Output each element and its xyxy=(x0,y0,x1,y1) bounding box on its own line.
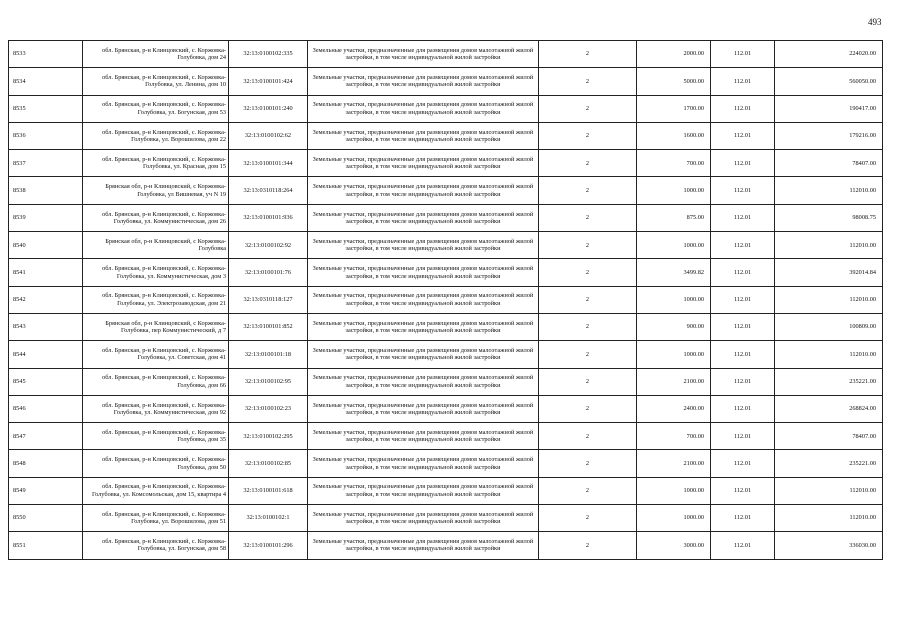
cell-record-number: 8539 xyxy=(9,204,83,231)
cell-record-number: 8541 xyxy=(9,259,83,286)
cell-land-use: Земельные участки, предназначенные для размещения домов малоэтажной жилой застройки, в том числе индивидуальной жилой застройки xyxy=(308,368,539,395)
cell-land-use: Земельные участки, предназначенные для размещения домов малоэтажной жилой застройки, в том числе индивидуальной жилой застройки xyxy=(308,313,539,340)
cell-category: 2 xyxy=(539,41,637,68)
cell-land-use: Земельные участки, предназначенные для размещения домов малоэтажной жилой застройки, в том числе индивидуальной жилой застройки xyxy=(308,395,539,422)
cell-cadastral-value: 112010.00 xyxy=(775,177,883,204)
cell-record-number: 8533 xyxy=(9,41,83,68)
cell-record-number: 8542 xyxy=(9,286,83,313)
cell-cadastral-value: 112010.00 xyxy=(775,477,883,504)
table-row xyxy=(9,450,883,477)
cell-category: 2 xyxy=(539,232,637,259)
cell-specific-value: 112.01 xyxy=(711,395,775,422)
cell-record-number: 8536 xyxy=(9,122,83,149)
cell-area: 1700.00 xyxy=(637,95,711,122)
cell-specific-value: 112.01 xyxy=(711,232,775,259)
cell-specific-value: 112.01 xyxy=(711,95,775,122)
cell-area: 1600.00 xyxy=(637,122,711,149)
cell-record-number: 8537 xyxy=(9,150,83,177)
table-row xyxy=(9,95,883,122)
cell-record-number: 8540 xyxy=(9,232,83,259)
cell-specific-value: 112.01 xyxy=(711,313,775,340)
cell-land-use: Земельные участки, предназначенные для размещения домов малоэтажной жилой застройки, в том числе индивидуальной жилой застройки xyxy=(308,150,539,177)
cell-record-number: 8534 xyxy=(9,68,83,95)
table-row xyxy=(9,395,883,422)
cell-specific-value: 112.01 xyxy=(711,204,775,231)
cell-cadastral-value: 235221.00 xyxy=(775,368,883,395)
cell-address: обл. Брянская, р-н Клинцовский, с. Коржовка-Голубовка, ул. Советская, дом 41 xyxy=(83,341,229,368)
cell-area: 1000.00 xyxy=(637,477,711,504)
cell-cadastral-value: 268824.00 xyxy=(775,395,883,422)
cell-area: 900.00 xyxy=(637,313,711,340)
table-row xyxy=(9,313,883,340)
cadastral-value-table xyxy=(8,40,883,560)
cell-category: 2 xyxy=(539,122,637,149)
cell-address: обл. Брянская, р-н Клинцовский, с. Коржовка-Голубовка, ул. Ворошилова, дом 22 xyxy=(83,122,229,149)
cell-category: 2 xyxy=(539,68,637,95)
cell-record-number: 8547 xyxy=(9,423,83,450)
cell-specific-value: 112.01 xyxy=(711,423,775,450)
cell-address: обл. Брянская, р-н Клинцовский, с. Коржовка-Голубовка, ул. Коммунистическая, дом 26 xyxy=(83,204,229,231)
cell-cadastral-number: 32:13:0100101:852 xyxy=(229,313,308,340)
table-row xyxy=(9,341,883,368)
cell-record-number: 8545 xyxy=(9,368,83,395)
cell-address: Брянская обл, р-н Клинцовский, с Коржовка-Голубовка, пер Коммунистический, д 7 xyxy=(83,313,229,340)
cell-land-use: Земельные участки, предназначенные для размещения домов малоэтажной жилой застройки, в том числе индивидуальной жилой застройки xyxy=(308,477,539,504)
cell-area: 2100.00 xyxy=(637,450,711,477)
cell-address: обл. Брянская, р-н Клинцовский, с. Коржовка-Голубовка, дом 24 xyxy=(83,41,229,68)
cell-cadastral-number: 32:13:0100101:76 xyxy=(229,259,308,286)
cell-cadastral-number: 32:13:0100102:85 xyxy=(229,450,308,477)
cell-address: Брянская обл, р-н Клинцовский, с Коржовка-Голубовка xyxy=(83,232,229,259)
cell-cadastral-number: 32:13:0100101:296 xyxy=(229,532,308,559)
cell-category: 2 xyxy=(539,177,637,204)
cell-cadastral-value: 78407.00 xyxy=(775,150,883,177)
cell-record-number: 8546 xyxy=(9,395,83,422)
cell-cadastral-value: 392014.84 xyxy=(775,259,883,286)
cell-specific-value: 112.01 xyxy=(711,68,775,95)
table-row xyxy=(9,68,883,95)
cell-cadastral-number: 32:13:0310118:264 xyxy=(229,177,308,204)
cell-category: 2 xyxy=(539,395,637,422)
cell-record-number: 8544 xyxy=(9,341,83,368)
table-row xyxy=(9,286,883,313)
cell-specific-value: 112.01 xyxy=(711,150,775,177)
cell-land-use: Земельные участки, предназначенные для размещения домов малоэтажной жилой застройки, в том числе индивидуальной жилой застройки xyxy=(308,286,539,313)
cell-cadastral-value: 224020.00 xyxy=(775,41,883,68)
cell-land-use: Земельные участки, предназначенные для размещения домов малоэтажной жилой застройки, в том числе индивидуальной жилой застройки xyxy=(308,204,539,231)
cell-address: обл. Брянская, р-н Клинцовский, с. Коржовка-Голубовка, ул. Ворошилова, дом 51 xyxy=(83,505,229,532)
cell-cadastral-value: 112010.00 xyxy=(775,232,883,259)
cell-area: 1000.00 xyxy=(637,505,711,532)
cell-record-number: 8550 xyxy=(9,505,83,532)
cell-specific-value: 112.01 xyxy=(711,259,775,286)
cell-cadastral-number: 32:13:0100102:1 xyxy=(229,505,308,532)
cell-category: 2 xyxy=(539,368,637,395)
cell-specific-value: 112.01 xyxy=(711,477,775,504)
cell-specific-value: 112.01 xyxy=(711,341,775,368)
cell-category: 2 xyxy=(539,423,637,450)
cell-category: 2 xyxy=(539,313,637,340)
cell-record-number: 8535 xyxy=(9,95,83,122)
cell-address: Брянская обл, р-н Клинцовский, с Коржовка-Голубовка, ул Вишневая, уч N 19 xyxy=(83,177,229,204)
cell-cadastral-value: 112010.00 xyxy=(775,505,883,532)
cell-area: 1000.00 xyxy=(637,341,711,368)
cell-cadastral-value: 78407.00 xyxy=(775,423,883,450)
cell-category: 2 xyxy=(539,204,637,231)
cell-address: обл. Брянская, р-н Клинцовский, с. Коржовка-Голубовка, дом 66 xyxy=(83,368,229,395)
table-row xyxy=(9,423,883,450)
cell-area: 3499.82 xyxy=(637,259,711,286)
cell-address: обл. Брянская, р-н Клинцовский, с. Коржовка-Голубовка, дом 50 xyxy=(83,450,229,477)
cell-land-use: Земельные участки, предназначенные для размещения домов малоэтажной жилой застройки, в том числе индивидуальной жилой застройки xyxy=(308,423,539,450)
cell-address: обл. Брянская, р-н Клинцовский, с. Коржовка-Голубовка, ул. Красная, дом 15 xyxy=(83,150,229,177)
cell-record-number: 8543 xyxy=(9,313,83,340)
cell-category: 2 xyxy=(539,532,637,559)
cell-area: 1000.00 xyxy=(637,177,711,204)
cell-category: 2 xyxy=(539,341,637,368)
cell-address: обл. Брянская, р-н Клинцовский, с. Коржовка-Голубовка, дом 35 xyxy=(83,423,229,450)
cell-area: 1000.00 xyxy=(637,286,711,313)
cell-specific-value: 112.01 xyxy=(711,532,775,559)
page-number: 493 xyxy=(868,17,882,27)
cell-cadastral-number: 32:13:0100102:62 xyxy=(229,122,308,149)
cell-record-number: 8538 xyxy=(9,177,83,204)
table-row xyxy=(9,505,883,532)
cell-address: обл. Брянская, р-н Клинцовский, с. Коржовка-Голубовка, ул. Электрозаводская, дом 21 xyxy=(83,286,229,313)
cell-land-use: Земельные участки, предназначенные для размещения домов малоэтажной жилой застройки, в том числе индивидуальной жилой застройки xyxy=(308,450,539,477)
cell-area: 2100.00 xyxy=(637,368,711,395)
cell-category: 2 xyxy=(539,477,637,504)
cell-specific-value: 112.01 xyxy=(711,41,775,68)
cell-cadastral-number: 32:13:0100102:295 xyxy=(229,423,308,450)
cell-address: обл. Брянская, р-н Клинцовский, с. Коржовка-Голубовка, ул. Богунская, дом 58 xyxy=(83,532,229,559)
cell-area: 700.00 xyxy=(637,150,711,177)
cell-land-use: Земельные участки, предназначенные для размещения домов малоэтажной жилой застройки, в том числе индивидуальной жилой застройки xyxy=(308,41,539,68)
cell-specific-value: 112.01 xyxy=(711,505,775,532)
cell-category: 2 xyxy=(539,286,637,313)
cell-land-use: Земельные участки, предназначенные для размещения домов малоэтажной жилой застройки, в том числе индивидуальной жилой застройки xyxy=(308,68,539,95)
table-row xyxy=(9,532,883,559)
cell-area: 1000.00 xyxy=(637,232,711,259)
cell-specific-value: 112.01 xyxy=(711,450,775,477)
cell-area: 2400.00 xyxy=(637,395,711,422)
cell-record-number: 8551 xyxy=(9,532,83,559)
cell-cadastral-value: 112010.00 xyxy=(775,341,883,368)
cell-area: 875.00 xyxy=(637,204,711,231)
cell-land-use: Земельные участки, предназначенные для размещения домов малоэтажной жилой застройки, в том числе индивидуальной жилой застройки xyxy=(308,505,539,532)
cell-record-number: 8549 xyxy=(9,477,83,504)
cell-category: 2 xyxy=(539,150,637,177)
cell-cadastral-number: 32:13:0100101:344 xyxy=(229,150,308,177)
cell-category: 2 xyxy=(539,95,637,122)
table-row xyxy=(9,204,883,231)
table-row xyxy=(9,122,883,149)
cell-record-number: 8548 xyxy=(9,450,83,477)
cell-cadastral-number: 32:13:0100102:23 xyxy=(229,395,308,422)
cell-address: обл. Брянская, р-н Клинцовский, с. Коржовка-Голубовка, ул. Богунская, дом 53 xyxy=(83,95,229,122)
cell-specific-value: 112.01 xyxy=(711,286,775,313)
cell-cadastral-number: 32:13:0100102:95 xyxy=(229,368,308,395)
cell-address: обл. Брянская, р-н Клинцовский, с. Коржовка-Голубовка, ул. Ленина, дом 10 xyxy=(83,68,229,95)
cell-cadastral-value: 112010.00 xyxy=(775,286,883,313)
cell-cadastral-value: 336030.00 xyxy=(775,532,883,559)
cell-cadastral-value: 98008.75 xyxy=(775,204,883,231)
cell-cadastral-value: 190417.00 xyxy=(775,95,883,122)
table-row xyxy=(9,232,883,259)
cell-area: 700.00 xyxy=(637,423,711,450)
cell-land-use: Земельные участки, предназначенные для размещения домов малоэтажной жилой застройки, в том числе индивидуальной жилой застройки xyxy=(308,177,539,204)
cell-category: 2 xyxy=(539,259,637,286)
cell-area: 5000.00 xyxy=(637,68,711,95)
cell-category: 2 xyxy=(539,450,637,477)
cell-area: 3000.00 xyxy=(637,532,711,559)
table-row xyxy=(9,150,883,177)
table-row xyxy=(9,177,883,204)
cell-land-use: Земельные участки, предназначенные для размещения домов малоэтажной жилой застройки, в том числе индивидуальной жилой застройки xyxy=(308,122,539,149)
cell-cadastral-value: 100809.00 xyxy=(775,313,883,340)
cell-land-use: Земельные участки, предназначенные для размещения домов малоэтажной жилой застройки, в том числе индивидуальной жилой застройки xyxy=(308,232,539,259)
table-row xyxy=(9,368,883,395)
cell-specific-value: 112.01 xyxy=(711,122,775,149)
cell-cadastral-number: 32:13:0100101:618 xyxy=(229,477,308,504)
cell-category: 2 xyxy=(539,505,637,532)
cell-land-use: Земельные участки, предназначенные для размещения домов малоэтажной жилой застройки, в том числе индивидуальной жилой застройки xyxy=(308,259,539,286)
table-row xyxy=(9,41,883,68)
cell-cadastral-number: 32:13:0100101:424 xyxy=(229,68,308,95)
cell-address: обл. Брянская, р-н Клинцовский, с. Коржовка-Голубовка, ул. Комсомольская, дом 15, квартира 4 xyxy=(83,477,229,504)
cell-cadastral-number: 32:13:0100101:936 xyxy=(229,204,308,231)
cell-cadastral-number: 32:13:0100101:240 xyxy=(229,95,308,122)
cell-specific-value: 112.01 xyxy=(711,368,775,395)
cell-specific-value: 112.01 xyxy=(711,177,775,204)
cell-cadastral-value: 560050.00 xyxy=(775,68,883,95)
cell-area: 2000.00 xyxy=(637,41,711,68)
cell-land-use: Земельные участки, предназначенные для размещения домов малоэтажной жилой застройки, в том числе индивидуальной жилой застройки xyxy=(308,532,539,559)
cell-land-use: Земельные участки, предназначенные для размещения домов малоэтажной жилой застройки, в том числе индивидуальной жилой застройки xyxy=(308,95,539,122)
cell-cadastral-value: 179216.00 xyxy=(775,122,883,149)
cell-address: обл. Брянская, р-н Клинцовский, с. Коржовка-Голубовка, ул. Коммунистическая, дом 92 xyxy=(83,395,229,422)
cell-cadastral-value: 235221.00 xyxy=(775,450,883,477)
cell-cadastral-number: 32:13:0100101:18 xyxy=(229,341,308,368)
cell-cadastral-number: 32:13:0100102:92 xyxy=(229,232,308,259)
table-row xyxy=(9,477,883,504)
cell-land-use: Земельные участки, предназначенные для размещения домов малоэтажной жилой застройки, в том числе индивидуальной жилой застройки xyxy=(308,341,539,368)
cell-cadastral-number: 32:13:0100102:335 xyxy=(229,41,308,68)
cell-cadastral-number: 32:13:0310118:127 xyxy=(229,286,308,313)
table-row xyxy=(9,259,883,286)
cell-address: обл. Брянская, р-н Клинцовский, с. Коржовка-Голубовка, ул. Коммунистическая, дом 3 xyxy=(83,259,229,286)
